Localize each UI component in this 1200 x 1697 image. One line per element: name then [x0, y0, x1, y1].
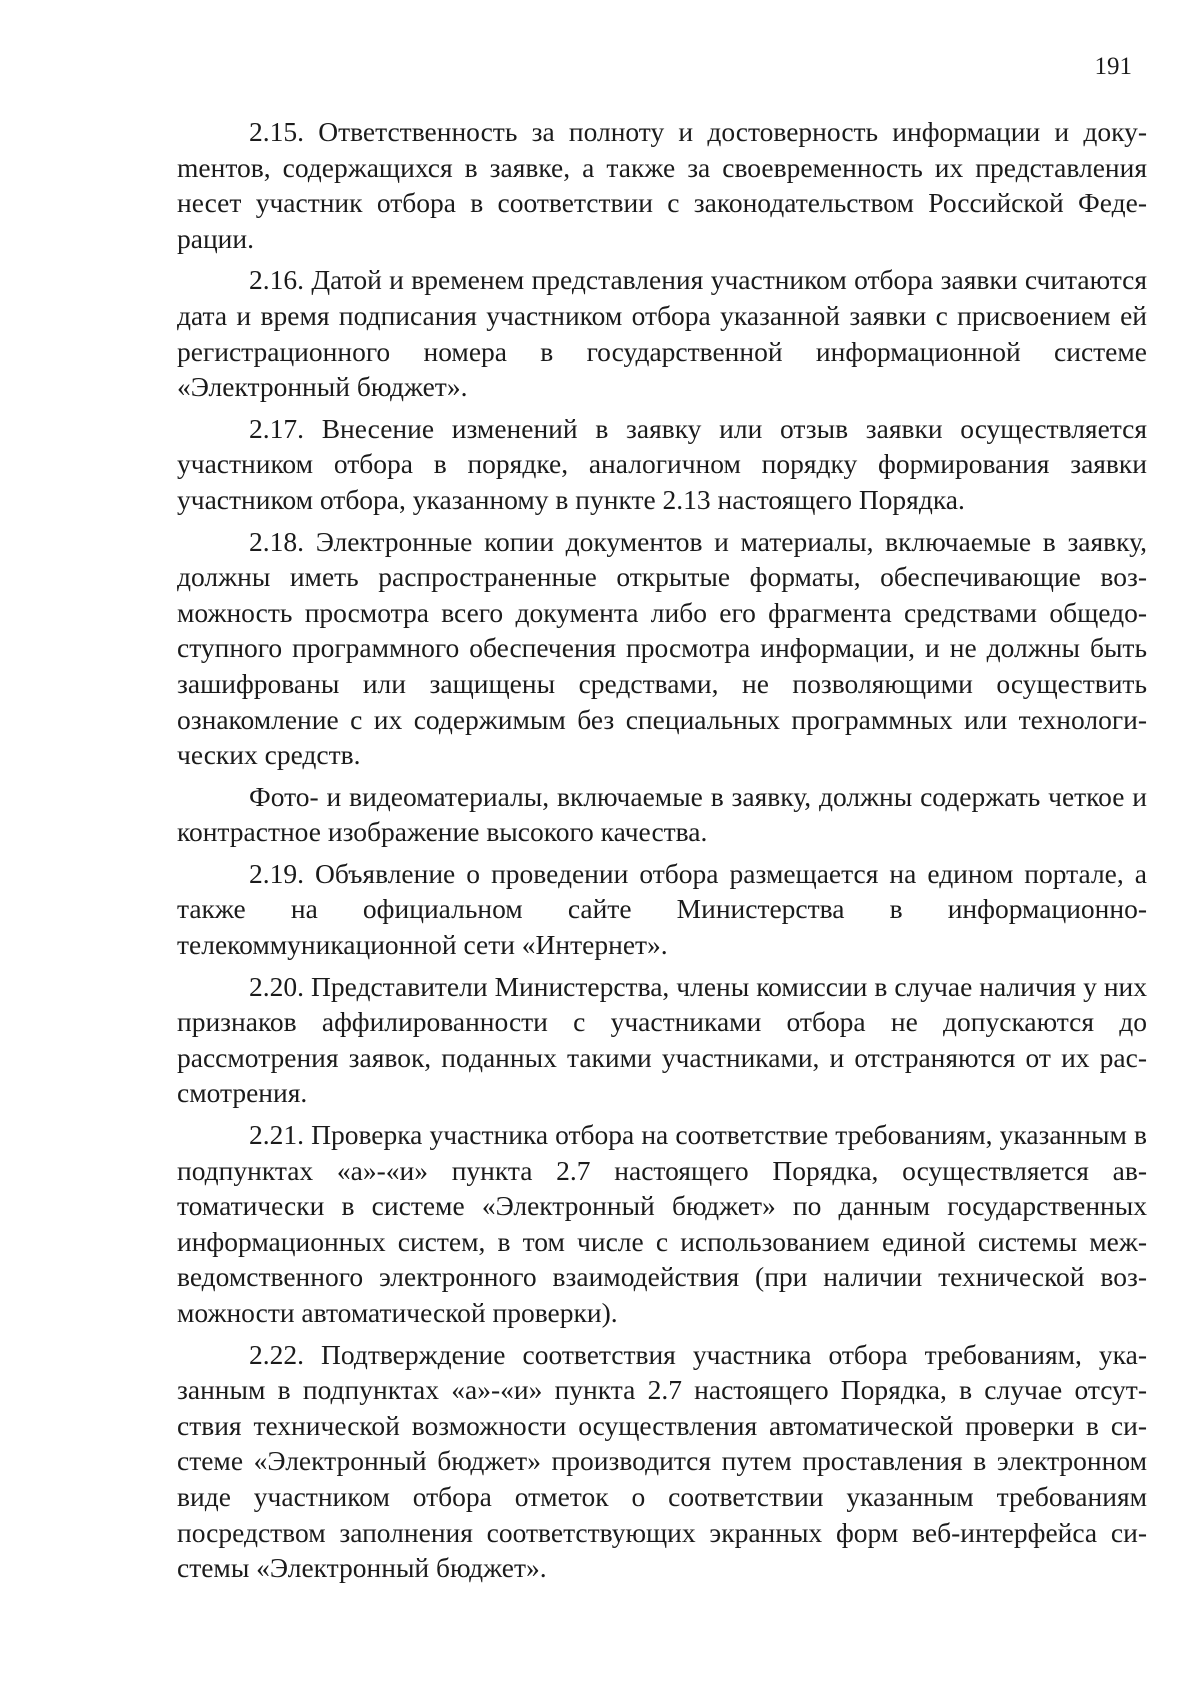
page-number: 191 — [1094, 53, 1132, 80]
paragraph-2-19: 2.19. Объявление о проведении отбора размещается на едином портале, а также на официальном сайте Министерства в информационно-телекоммуникационной сети «Интернет». — [177, 857, 1147, 961]
paragraph-photo-video: Фото- и видеоматериалы, включаемые в заявку, должны содержать четкое и контрастное изображение высокого качества. — [177, 780, 1147, 848]
document-body — [177, 114, 1147, 1592]
paragraph-2-18: 2.18. Электронные копии документов и материалы, включаемые в заявку, должны иметь распространенные открытые форматы, обеспечивающие возможность просмотра всего документа либо его фрагмента средствами общедоступного программного обеспечения просмотра информации, и не должны быть зашифрованы или защищены средствами, не позволяющими осуществить ознакомление с их содержимым без специальных программных или технологических средств. — [177, 525, 1147, 771]
paragraph-2-22: 2.22. Подтверждение соответствия участника отбора требованиям, указанным в подпунктах «а»-«и» пункта 2.7 настоящего Порядка, в случае отсутствия технической возможности осуществления автоматической проверки в системе «Электронный бюджет» производится путем проставления в электронном виде участником отбора отметок о соответствии указанным требованиям посредством заполнения соответствующих экранных форм веб-интерфейса системы «Электронный бюджет». — [177, 1338, 1147, 1584]
paragraph-2-17: 2.17. Внесение изменений в заявку или отзыв заявки осуществляется участником отбора в порядке, аналогичном порядку формирования заявки участником отбора, указанному в пункте 2.13 настоящего Порядка. — [177, 412, 1147, 515]
paragraph-2-16: 2.16. Датой и временем представления участником отбора заявки считаются дата и время подписания участником отбора указанной заявки с присвоением ей регистрационного номера в государственной информационной системе «Электронный бюджет». — [177, 264, 1147, 403]
paragraph-2-15: 2.15. Ответственность за полноту и достоверность информации и докуmентов, содержащихся в заявке, а также за своевременность их представления несет участник отбора в соответствии с законодательством Российской Федерации. — [177, 116, 1147, 254]
paragraph-2-21: 2.21. Проверка участника отбора на соответствие требованиям, указанным в подпунктах «а»-«и» пункта 2.7 настоящего Порядка, осуществляется автоматически в системе «Электронный бюджет» по данным государственных информационных систем, в том числе с использованием единой системы межведомственного электронного взаимодействия (при наличии технической возможности автоматической проверки). — [177, 1119, 1147, 1328]
paragraph-2-20: 2.20. Представители Министерства, члены комиссии в случае наличия у них признаков аффилированности с участниками отбора не допускаются до рассмотрения заявок, поданных такими участниками, и отстраняются от их рассмотрения. — [177, 970, 1147, 1109]
